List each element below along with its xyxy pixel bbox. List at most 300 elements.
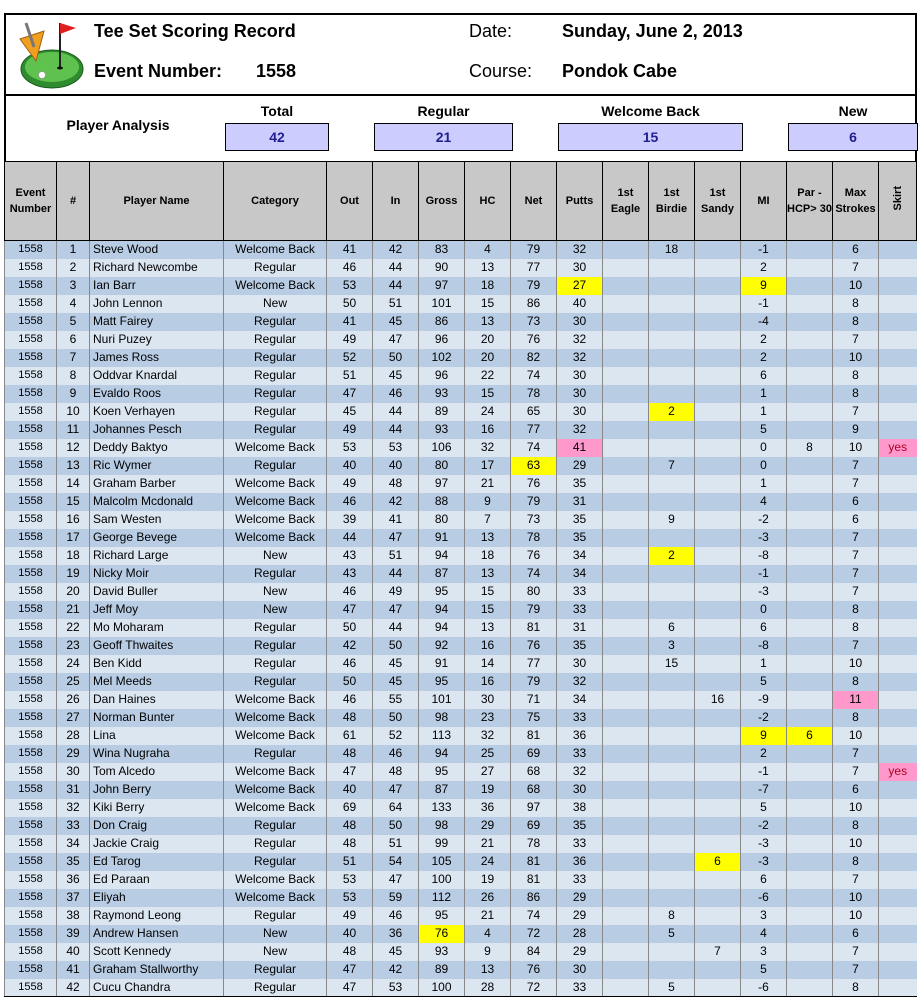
max-strokes-cell: 7 — [833, 745, 879, 763]
max-strokes-cell: 6 — [833, 493, 879, 511]
in-cell: 53 — [373, 439, 419, 457]
col-max-strokes: Max Strokes — [833, 162, 879, 241]
out-cell: 48 — [327, 745, 373, 763]
net-cell: 69 — [511, 745, 557, 763]
first-eagle-cell — [603, 241, 649, 259]
first-eagle-cell — [603, 907, 649, 925]
out-cell: 51 — [327, 367, 373, 385]
table-row — [5, 385, 917, 403]
first-eagle-cell — [603, 475, 649, 493]
first-eagle-cell — [603, 601, 649, 619]
mi-cell: 6 — [741, 871, 787, 889]
putts-cell: 33 — [557, 601, 603, 619]
gross-cell: 87 — [419, 565, 465, 583]
first-birdie-cell — [649, 385, 695, 403]
index-cell: 7 — [57, 349, 90, 367]
net-cell: 63 — [511, 457, 557, 475]
index-cell: 36 — [57, 871, 90, 889]
index-cell: 2 — [57, 259, 90, 277]
first-birdie-cell: 5 — [649, 979, 695, 997]
out-cell: 48 — [327, 817, 373, 835]
gross-cell: 91 — [419, 655, 465, 673]
player-name-cell: Ed Tarog — [90, 853, 224, 871]
par-hcp-cell — [787, 673, 833, 691]
par-hcp-cell — [787, 889, 833, 907]
skirt-cell — [879, 583, 917, 601]
max-strokes-cell: 8 — [833, 601, 879, 619]
putts-cell: 33 — [557, 583, 603, 601]
event-cell: 1558 — [5, 889, 57, 907]
first-birdie-cell: 8 — [649, 907, 695, 925]
par-hcp-cell — [787, 547, 833, 565]
player-name-cell: Ric Wymer — [90, 457, 224, 475]
first-eagle-cell — [603, 439, 649, 457]
max-strokes-cell: 8 — [833, 853, 879, 871]
player-name-cell: Mel Meeds — [90, 673, 224, 691]
in-cell: 50 — [373, 817, 419, 835]
mi-cell: -7 — [741, 781, 787, 799]
out-cell: 53 — [327, 889, 373, 907]
mi-cell: -6 — [741, 889, 787, 907]
table-row — [5, 727, 917, 745]
first-sandy-cell — [695, 835, 741, 853]
index-cell: 24 — [57, 655, 90, 673]
col-gross: Gross — [419, 162, 465, 241]
hc-cell: 19 — [465, 781, 511, 799]
category-cell: Regular — [224, 421, 327, 439]
index-cell: 11 — [57, 421, 90, 439]
par-hcp-cell — [787, 583, 833, 601]
max-strokes-cell: 8 — [833, 979, 879, 997]
first-eagle-cell — [603, 871, 649, 889]
first-eagle-cell — [603, 727, 649, 745]
mi-cell: 5 — [741, 673, 787, 691]
putts-cell: 34 — [557, 691, 603, 709]
event-cell: 1558 — [5, 367, 57, 385]
putts-cell: 35 — [557, 529, 603, 547]
par-hcp-cell — [787, 511, 833, 529]
first-sandy-cell — [695, 763, 741, 781]
category-cell: Welcome Back — [224, 529, 327, 547]
gross-cell: 102 — [419, 349, 465, 367]
col-player-name: Player Name — [90, 162, 224, 241]
player-name-cell: Graham Stallworthy — [90, 961, 224, 979]
in-cell: 46 — [373, 385, 419, 403]
category-cell: Welcome Back — [224, 889, 327, 907]
col-in: In — [373, 162, 419, 241]
skirt-cell — [879, 331, 917, 349]
index-cell: 12 — [57, 439, 90, 457]
first-sandy-cell — [695, 241, 741, 259]
skirt-cell — [879, 385, 917, 403]
first-birdie-cell: 18 — [649, 241, 695, 259]
out-cell: 53 — [327, 277, 373, 295]
index-cell: 16 — [57, 511, 90, 529]
player-name-cell: Nuri Puzey — [90, 331, 224, 349]
out-cell: 41 — [327, 241, 373, 259]
table-row — [5, 457, 917, 475]
category-cell: Regular — [224, 961, 327, 979]
max-strokes-cell: 8 — [833, 817, 879, 835]
out-cell: 50 — [327, 295, 373, 313]
index-cell: 27 — [57, 709, 90, 727]
out-cell: 49 — [327, 421, 373, 439]
max-strokes-cell: 10 — [833, 277, 879, 295]
first-birdie-cell — [649, 691, 695, 709]
table-row — [5, 817, 917, 835]
category-cell: Welcome Back — [224, 475, 327, 493]
putts-cell: 27 — [557, 277, 603, 295]
col-par-hcp: Par - HCP> 30 — [787, 162, 833, 241]
table-row — [5, 637, 917, 655]
out-cell: 49 — [327, 907, 373, 925]
net-cell: 75 — [511, 709, 557, 727]
mi-cell: -8 — [741, 637, 787, 655]
first-eagle-cell — [603, 367, 649, 385]
first-sandy-cell — [695, 403, 741, 421]
first-sandy-cell — [695, 529, 741, 547]
first-sandy-cell — [695, 331, 741, 349]
index-cell: 6 — [57, 331, 90, 349]
skirt-cell — [879, 565, 917, 583]
out-cell: 47 — [327, 601, 373, 619]
in-cell: 44 — [373, 403, 419, 421]
category-cell: Regular — [224, 457, 327, 475]
par-hcp-cell — [787, 331, 833, 349]
gross-cell: 80 — [419, 511, 465, 529]
out-cell: 48 — [327, 943, 373, 961]
hc-cell: 9 — [465, 493, 511, 511]
max-strokes-cell: 7 — [833, 637, 879, 655]
max-strokes-cell: 10 — [833, 907, 879, 925]
in-cell: 45 — [373, 673, 419, 691]
net-cell: 72 — [511, 925, 557, 943]
par-hcp-cell — [787, 871, 833, 889]
event-cell: 1558 — [5, 979, 57, 997]
putts-cell: 29 — [557, 943, 603, 961]
putts-cell: 38 — [557, 799, 603, 817]
max-strokes-cell: 10 — [833, 889, 879, 907]
table-row — [5, 259, 917, 277]
first-sandy-cell — [695, 349, 741, 367]
event-cell: 1558 — [5, 817, 57, 835]
event-cell: 1558 — [5, 763, 57, 781]
max-strokes-cell: 8 — [833, 313, 879, 331]
in-cell: 42 — [373, 961, 419, 979]
first-eagle-cell — [603, 889, 649, 907]
par-hcp-cell — [787, 349, 833, 367]
hc-cell: 24 — [465, 403, 511, 421]
header-panel — [4, 13, 917, 94]
net-cell: 76 — [511, 637, 557, 655]
in-cell: 36 — [373, 925, 419, 943]
mi-cell: 1 — [741, 475, 787, 493]
gross-cell: 93 — [419, 421, 465, 439]
player-name-cell: Evaldo Roos — [90, 385, 224, 403]
gross-cell: 92 — [419, 637, 465, 655]
first-sandy-cell — [695, 961, 741, 979]
out-cell: 43 — [327, 565, 373, 583]
putts-cell: 35 — [557, 637, 603, 655]
out-cell: 47 — [327, 979, 373, 997]
first-sandy-cell — [695, 313, 741, 331]
mi-cell: 0 — [741, 457, 787, 475]
out-cell: 50 — [327, 619, 373, 637]
out-cell: 46 — [327, 583, 373, 601]
putts-cell: 34 — [557, 547, 603, 565]
skirt-cell — [879, 601, 917, 619]
out-cell: 44 — [327, 529, 373, 547]
mi-cell: 0 — [741, 439, 787, 457]
mi-cell: -1 — [741, 565, 787, 583]
index-cell: 32 — [57, 799, 90, 817]
player-name-cell: Jackie Craig — [90, 835, 224, 853]
first-birdie-cell — [649, 277, 695, 295]
skirt-cell — [879, 403, 917, 421]
player-name-cell: Mo Moharam — [90, 619, 224, 637]
out-cell: 40 — [327, 925, 373, 943]
index-cell: 13 — [57, 457, 90, 475]
first-eagle-cell — [603, 565, 649, 583]
table-row — [5, 961, 917, 979]
skirt-cell: yes — [879, 763, 917, 781]
out-cell: 41 — [327, 313, 373, 331]
hc-cell: 21 — [465, 907, 511, 925]
par-hcp-cell — [787, 853, 833, 871]
in-cell: 47 — [373, 871, 419, 889]
putts-cell: 30 — [557, 781, 603, 799]
table-row — [5, 331, 917, 349]
in-cell: 47 — [373, 601, 419, 619]
player-name-cell: Don Craig — [90, 817, 224, 835]
max-strokes-cell: 7 — [833, 457, 879, 475]
par-hcp-cell — [787, 529, 833, 547]
col-net: Net — [511, 162, 557, 241]
max-strokes-cell: 7 — [833, 871, 879, 889]
mi-cell: 2 — [741, 259, 787, 277]
putts-cell: 32 — [557, 349, 603, 367]
first-eagle-cell — [603, 763, 649, 781]
index-cell: 9 — [57, 385, 90, 403]
putts-cell: 36 — [557, 853, 603, 871]
event-cell: 1558 — [5, 259, 57, 277]
hc-cell: 21 — [465, 835, 511, 853]
putts-cell: 33 — [557, 745, 603, 763]
table-row — [5, 421, 917, 439]
net-cell: 74 — [511, 367, 557, 385]
table-row — [5, 907, 917, 925]
table-body — [5, 241, 917, 997]
first-eagle-cell — [603, 511, 649, 529]
hc-cell: 32 — [465, 439, 511, 457]
par-hcp-cell — [787, 601, 833, 619]
max-strokes-cell: 8 — [833, 619, 879, 637]
event-cell: 1558 — [5, 403, 57, 421]
category-cell: Regular — [224, 637, 327, 655]
col-hc: HC — [465, 162, 511, 241]
first-birdie-cell: 3 — [649, 637, 695, 655]
max-strokes-cell: 10 — [833, 727, 879, 745]
net-cell: 77 — [511, 655, 557, 673]
mi-cell: -8 — [741, 547, 787, 565]
event-cell: 1558 — [5, 493, 57, 511]
index-cell: 31 — [57, 781, 90, 799]
gross-cell: 80 — [419, 457, 465, 475]
par-hcp-cell — [787, 565, 833, 583]
max-strokes-cell: 10 — [833, 835, 879, 853]
net-cell: 74 — [511, 907, 557, 925]
skirt-cell — [879, 727, 917, 745]
hc-cell: 19 — [465, 871, 511, 889]
out-cell: 51 — [327, 853, 373, 871]
putts-cell: 33 — [557, 835, 603, 853]
first-eagle-cell — [603, 979, 649, 997]
category-cell: Regular — [224, 619, 327, 637]
gross-cell: 94 — [419, 547, 465, 565]
net-cell: 81 — [511, 871, 557, 889]
first-sandy-cell: 16 — [695, 691, 741, 709]
first-birdie-cell — [649, 871, 695, 889]
skirt-cell — [879, 673, 917, 691]
mi-cell: -4 — [741, 313, 787, 331]
gross-cell: 88 — [419, 493, 465, 511]
hc-cell: 36 — [465, 799, 511, 817]
hc-cell: 4 — [465, 241, 511, 259]
first-birdie-cell — [649, 781, 695, 799]
mi-cell: 5 — [741, 961, 787, 979]
mi-cell: -1 — [741, 763, 787, 781]
gross-cell: 97 — [419, 475, 465, 493]
putts-cell: 35 — [557, 511, 603, 529]
in-cell: 45 — [373, 655, 419, 673]
col-out: Out — [327, 162, 373, 241]
table-row — [5, 619, 917, 637]
event-number-value: 1558 — [256, 61, 297, 81]
gross-cell: 101 — [419, 691, 465, 709]
first-birdie-cell — [649, 565, 695, 583]
in-cell: 48 — [373, 763, 419, 781]
skirt-cell — [879, 745, 917, 763]
event-cell: 1558 — [5, 583, 57, 601]
gross-cell: 91 — [419, 529, 465, 547]
first-eagle-cell — [603, 655, 649, 673]
out-cell: 52 — [327, 349, 373, 367]
gross-cell: 100 — [419, 871, 465, 889]
mi-cell: -3 — [741, 835, 787, 853]
table-row — [5, 853, 917, 871]
in-cell: 44 — [373, 619, 419, 637]
in-cell: 47 — [373, 781, 419, 799]
first-eagle-cell — [603, 961, 649, 979]
skirt-cell — [879, 313, 917, 331]
table-row — [5, 295, 917, 313]
index-cell: 1 — [57, 241, 90, 259]
hc-cell: 15 — [465, 601, 511, 619]
max-strokes-cell: 7 — [833, 583, 879, 601]
mi-cell: 1 — [741, 403, 787, 421]
event-cell: 1558 — [5, 925, 57, 943]
out-cell: 69 — [327, 799, 373, 817]
event-cell: 1558 — [5, 511, 57, 529]
putts-cell: 41 — [557, 439, 603, 457]
category-cell: Welcome Back — [224, 709, 327, 727]
skirt-cell — [879, 277, 917, 295]
skirt-cell — [879, 799, 917, 817]
table-row — [5, 565, 917, 583]
category-cell: New — [224, 547, 327, 565]
player-name-cell: Sam Westen — [90, 511, 224, 529]
putts-cell: 28 — [557, 925, 603, 943]
table-row — [5, 241, 917, 259]
par-hcp-cell — [787, 799, 833, 817]
gross-cell: 113 — [419, 727, 465, 745]
skirt-cell — [879, 871, 917, 889]
putts-cell: 30 — [557, 403, 603, 421]
player-name-cell: Steve Wood — [90, 241, 224, 259]
category-cell: Regular — [224, 313, 327, 331]
first-eagle-cell — [603, 925, 649, 943]
total-label: Total — [260, 103, 294, 119]
par-hcp-cell — [787, 367, 833, 385]
mi-cell: 6 — [741, 619, 787, 637]
player-analysis-panel — [4, 94, 917, 162]
max-strokes-cell: 10 — [833, 799, 879, 817]
table-row — [5, 745, 917, 763]
first-sandy-cell — [695, 781, 741, 799]
par-hcp-cell — [787, 313, 833, 331]
first-eagle-cell — [603, 943, 649, 961]
par-hcp-cell — [787, 835, 833, 853]
gross-cell: 95 — [419, 583, 465, 601]
net-cell: 76 — [511, 961, 557, 979]
putts-cell: 30 — [557, 259, 603, 277]
putts-cell: 36 — [557, 727, 603, 745]
first-eagle-cell — [603, 331, 649, 349]
first-eagle-cell — [603, 619, 649, 637]
mi-cell: 9 — [741, 727, 787, 745]
par-hcp-cell — [787, 493, 833, 511]
in-cell: 42 — [373, 493, 419, 511]
max-strokes-cell: 7 — [833, 961, 879, 979]
gross-cell: 99 — [419, 835, 465, 853]
first-birdie-cell — [649, 475, 695, 493]
skirt-cell — [879, 835, 917, 853]
col-event-number: Event Number — [5, 162, 57, 241]
skirt-cell — [879, 637, 917, 655]
par-hcp-cell — [787, 943, 833, 961]
out-cell: 48 — [327, 835, 373, 853]
par-hcp-cell — [787, 619, 833, 637]
event-cell: 1558 — [5, 943, 57, 961]
gross-cell: 105 — [419, 853, 465, 871]
first-birdie-cell — [649, 961, 695, 979]
event-cell: 1558 — [5, 277, 57, 295]
mi-cell: -2 — [741, 817, 787, 835]
category-cell: Regular — [224, 979, 327, 997]
mi-cell: 5 — [741, 799, 787, 817]
skirt-cell — [879, 493, 917, 511]
category-cell: Regular — [224, 835, 327, 853]
gross-cell: 94 — [419, 619, 465, 637]
putts-cell: 33 — [557, 871, 603, 889]
out-cell: 49 — [327, 475, 373, 493]
player-name-cell: Matt Fairey — [90, 313, 224, 331]
first-eagle-cell — [603, 349, 649, 367]
mi-cell: 0 — [741, 601, 787, 619]
scoring-table — [4, 161, 917, 997]
category-cell: Welcome Back — [224, 511, 327, 529]
hc-cell: 15 — [465, 295, 511, 313]
